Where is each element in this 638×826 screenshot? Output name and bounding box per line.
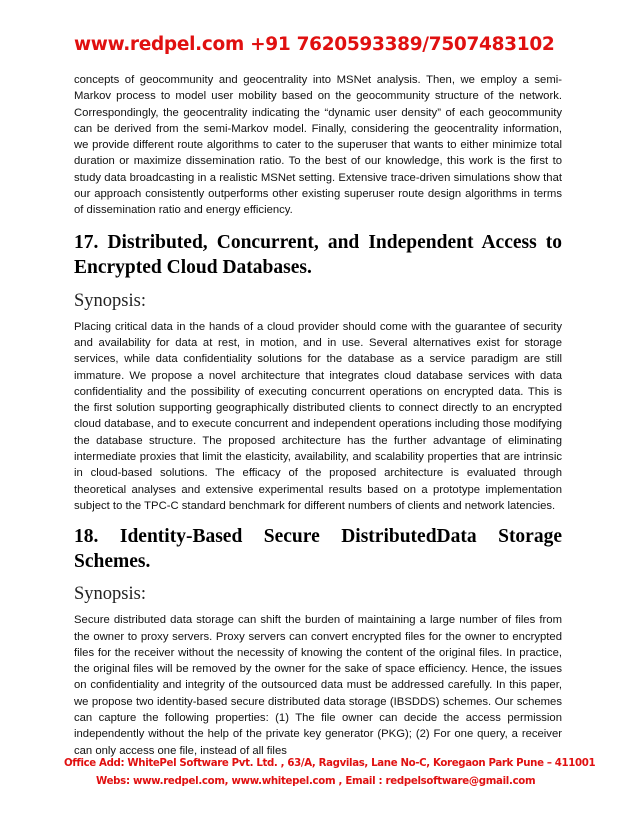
section-17-paragraph: Placing critical data in the hands of a cloud provider should come with the guarantee of security and availability for data at rest, in motion, and in use. Several alternatives exist for storage services, while data confidentiality solutions for the database as a service paradigm are still immature. We propose a novel architecture that integrates cloud database services with data confidentiality and the possibility of executing concurrent operations on encrypted data. This is the first solution supporting geographically distributed clients to connect directly to an encrypted cloud database, and to execute concurrent and independent operations including those modifying the database structure. The proposed architecture has the further advantage of eliminating intermediate proxies that limit the elasticity, availability, and scalability properties that are intrinsic in cloud-based solutions. The efficacy of the proposed architecture is evaluated through theoretical analyses and extensive experimental results based on a prototype implementation subject to the TPC-C standard benchmark for different numbers of clients and network latencies. (74, 320, 562, 512)
section-18-synopsis-label: Synopsis: (74, 584, 146, 605)
intro-paragraph: concepts of geocommunity and geocentrality into MSNet analysis. Then, we employ a semi-Markov process to model user mobility based on the geocommunity structure of the network. Correspondingly, the geocentrality indicating the “dynamic user density” of each geocommunity can be derived from the semi-Markov model. Finally, considering the geocentrality information, we provide different route algorithms to cater to the superuser that wants to either minimize total duration or maximize dissemination ratio. To the best of our knowledge, this work is the first to study data broadcasting in a realistic MSNet setting. Extensive trace-driven simulations show that our approach consistently outperforms other existing superuser route design algorithms in terms of dissemination ratio and energy efficiency. (74, 74, 562, 217)
footer-websites-email: Webs: www.redpel.com, www.whitepel.com , Email : redpelsoftware@gmail.com (96, 776, 536, 787)
page-content (74, 72, 562, 759)
header-contact-line: www.redpel.com +91 7620593389/7507483102 (74, 34, 555, 55)
section-18-paragraph: Secure distributed data storage can shift the burden of maintaining a large number of files from the owner to proxy servers. Proxy servers can convert encrypted files for the owner to encrypted files for the receiver without the necessity of knowing the content of the original files. In practice, the original files will be removed by the owner for the sake of space efficiency. Hence, the issues on confidentiality and integrity of the outsourced data must be addressed carefully. In this paper, we propose two identity-based secure distributed data storage (IBSDDS) schemes. Our schemes can capture the following properties: (1) The file owner can decide the access permission independently without the help of the private key generator (PKG); (2) For one query, a receiver can only access one file, instead of all files (74, 614, 562, 757)
footer-office-address: Office Add: WhitePel Software Pvt. Ltd. , 63/A, Ragvilas, Lane No-C, Koregaon Park Pune – 411001 (64, 758, 596, 769)
section-17-title: 17. Distributed, Concurrent, and Independent Access to Encrypted Cloud Databases. (74, 231, 562, 278)
section-18-title: 18. Identity-Based Secure DistributedData Storage Schemes. (74, 526, 562, 573)
section-17-synopsis-label: Synopsis: (74, 290, 146, 311)
